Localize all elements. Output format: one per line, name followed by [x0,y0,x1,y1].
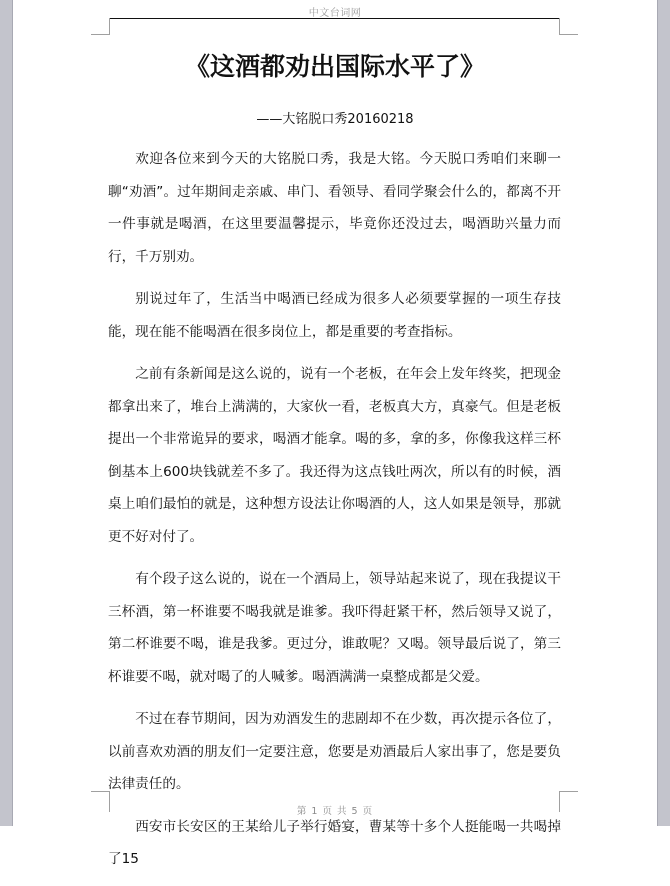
paragraph: 之前有条新闻是这么说的，说有一个老板，在年会上发年终奖，把现金都拿出来了，堆台上满满的，大家伙一看，老板真大方，真豪气。但是老板提出一个非常诡异的要求，喝酒才能拿。喝的多，拿的多，你像我这样三杯倒基本上600块钱就差不多了。我还得为这点钱吐两次，所以有的时候，酒桌上咱们最怕的就是，这种想方设法让你喝酒的人，这人如果是领导，那就更不好对付了。 [108,366,561,545]
margin-corner-top-left [91,18,110,35]
paragraph: 别说过年了，生活当中喝酒已经成为很多人必须要掌握的一项生存技能，现在能不能喝酒在很多岗位上，都是重要的考查指标。 [108,291,561,340]
paragraph: 欢迎各位来到今天的大铭脱口秀，我是大铭。今天脱口秀咱们来聊一聊“劝酒”。过年期间走亲戚、串门、看领导、看同学聚会什么的，都离不开一件事就是喝酒，在这里要温馨提示，毕竟你还没过去，喝酒助兴量力而行，千万别劝。 [108,151,561,265]
page-indicator: 第 1 页 共 5 页 [296,806,374,817]
document-title: 《这酒都劝出国际水平了》 [184,52,485,81]
paragraph: 不过在春节期间，因为劝酒发生的悲剧却不在少数，再次提示各位了，以前喜欢劝酒的朋友们一定要注意，您要是劝酒最后人家出事了，您是要负法律责任的。 [108,711,561,792]
margin-corner-top-right [559,18,578,35]
header-rule [110,18,560,19]
paragraph: 有个段子这么说的，说在一个酒局上，领导站起来说了，现在我提议干三杯酒，第一杯谁要不喝我就是谁爹。我吓得赶紧干杯，然后领导又说了，第二杯谁要不喝，谁是我爹。更过分，谁敢呢？又喝。领导最后说了，第三杯谁要不喝，就对喝了的人喊爹。喝酒满满一桌整成都是父爱。 [108,571,561,685]
paragraph: 西安市长安区的王某给儿子举行婚宴，曹某等十多个人挺能喝一共喝掉了15 [108,818,561,867]
document-body[interactable] [108,143,561,886]
document-subtitle: ——大铭脱口秀20160218 [256,112,414,127]
page-header-text: 中文台词网 [308,8,362,19]
